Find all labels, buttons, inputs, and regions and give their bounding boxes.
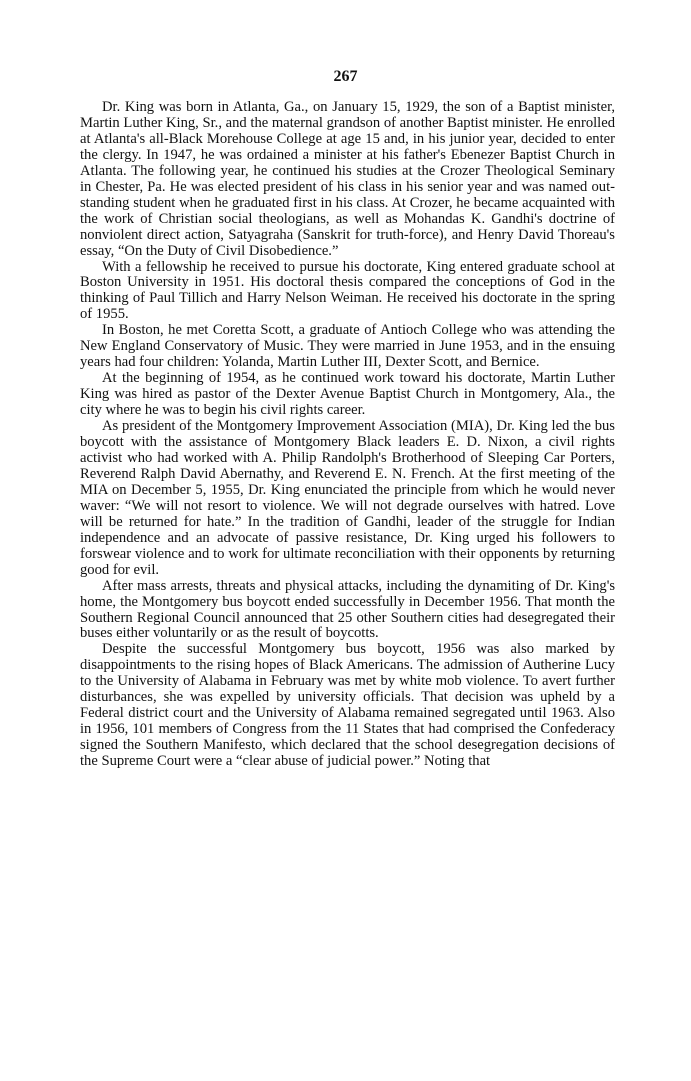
paragraph-marriage: In Boston, he met Coretta Scott, a graduate of Antioch College who was attending the New England Conservatory of Music. They were married in June 1953, and in the ensuing years had four children: Yolanda, Martin Luther III, Dexter Scott, and Bernice. <box>80 322 615 371</box>
paragraph-birth-education: Dr. King was born in Atlanta, Ga., on January 15, 1929, the son of a Baptist minister, Martin Luther King, Sr., and the maternal grandson of another Baptist minister. He enrolled at Atlanta's all-Black Morehouse College at age 15 and, in his junior year, decided to enter the clergy. In 1947, he was ordained a minister at his father's Ebenezer Baptist Church in Atlanta. The following year, he continued his studies at the Crozer Theological Seminary in Chester, Pa. He was elected president of his class in his senior year and was named outstanding student when he graduated first in his class. At Crozer, he became acquainted with the work of Christian social theologians, as well as Mohandas K. Gandhi's doctrine of nonviolent direct action, Satyagraha (Sanskrit for truth-force), and Henry David Thoreau's essay, “On the Duty of Civil Disobedience.” <box>80 99 615 259</box>
paragraph-boycott-ends: After mass arrests, threats and physical attacks, including the dynamiting of Dr. King's home, the Montgomery bus boycott ended successfully in December 1956. That month the Southern Regional Council announced that 25 other Southern cities had desegregated their buses either voluntarily or as the result of boycotts. <box>80 577 615 642</box>
paragraph-dexter-church: At the beginning of 1954, as he continued work toward his doctorate, Martin Luther King was hired as pastor of the Dexter Avenue Baptist Church in Montgomery, Ala., the city where he was to begin his civil rights career. <box>80 370 615 419</box>
paragraph-bus-boycott: As president of the Montgomery Improvement Association (MIA), Dr. King led the bus boycott with the assistance of Montgomery Black leaders E. D. Nixon, a civil rights activist who had worked with A. Philip Randolph's Brotherhood of Sleeping Car Porters, Reverend Ralph David Abernathy, and Reverend E. N. French. At the first meeting of the MIA on December 5, 1955, Dr. King enunciated the principle from which he would never waver: “We will not resort to violence. We will not degrade ourselves with hatred. Love will be returned for hate.” In the tradition of Gandhi, leader of the struggle for Indian independence and an advocate of passive resistance, Dr. King urged his followers to forswear violence and to work for ultimate reconciliation with their opponents by returning good for evil. <box>80 418 615 578</box>
paragraph-doctorate: With a fellowship he received to pursue his doctorate, King entered graduate school at Boston University in 1951. His doctoral thesis compared the conceptions of God in the thinking of Paul Tillich and Harry Nelson Weiman. He received his doctorate in the spring of 1955. <box>80 258 615 323</box>
paragraph-1956-disappointments: Despite the successful Montgomery bus boycott, 1956 was also marked by disappointments to the rising hopes of Black Americans. The admission of Autherine Lucy to the University of Alabama in February was met by white mob violence. To avert further disturbances, she was expelled by university officials. That decision was upheld by a Federal district court and the University of Alabama remained segregated until 1963. Also in 1956, 101 members of Congress from the 11 States that had comprised the Confederacy signed the Southern Manifesto, which declared that the school desegregation decisions of the Supreme Court were a “clear abuse of judicial power.” Noting that <box>80 641 615 770</box>
body-text <box>80 100 615 770</box>
page-number: 267 <box>333 68 358 85</box>
